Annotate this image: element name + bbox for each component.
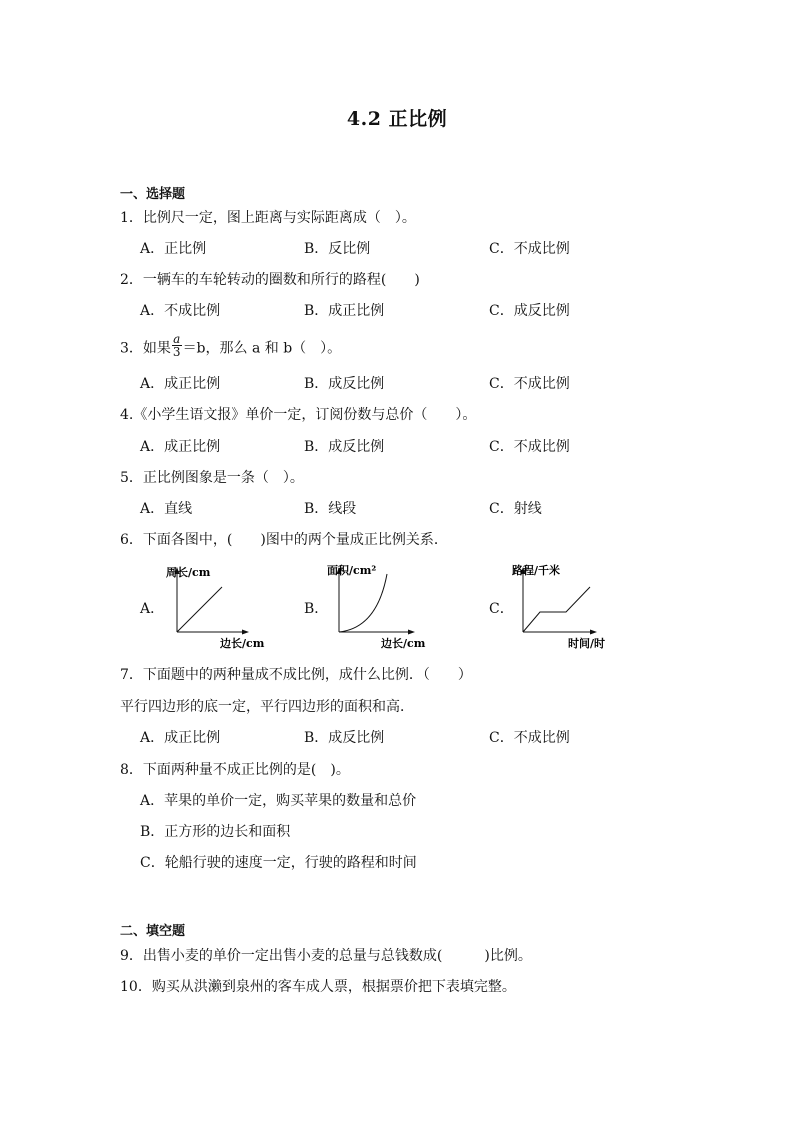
q3-fraction	[172, 333, 182, 358]
q3-option-b[interactable]: B．成反比例	[304, 376, 385, 392]
page-title: 4.2 正比例	[346, 108, 448, 130]
q6-graph-a	[162, 560, 274, 650]
q6-option-b[interactable]: B．	[304, 601, 329, 617]
graph-a-xlabel: 边长/cm	[220, 637, 265, 650]
graph-a-ylabel: 周长/cm	[166, 566, 211, 579]
q4-option-b[interactable]: B．成反比例	[304, 439, 385, 455]
q3-option-a[interactable]: A．成正比例	[140, 376, 221, 392]
q7-option-c[interactable]: C．不成比例	[489, 730, 570, 746]
graph-a-line	[177, 587, 222, 632]
q8-option-c[interactable]: C．轮船行驶的速度一定，行驶的路程和时间	[140, 855, 417, 871]
q8-option-a[interactable]: A．苹果的单价一定，购买苹果的数量和总价	[140, 793, 417, 809]
q2-option-a[interactable]: A．不成比例	[140, 303, 221, 319]
q1-option-c[interactable]: C．不成比例	[489, 241, 570, 257]
q6-option-c[interactable]: C．	[489, 601, 514, 617]
q1-option-b[interactable]: B．反比例	[304, 241, 371, 257]
question-5: 5．正比例图象是一条（ ）。	[120, 470, 304, 486]
q1-option-a[interactable]: A．正比例	[140, 241, 207, 257]
q7-option-b[interactable]: B．成反比例	[304, 730, 385, 746]
q6-graph-b	[325, 560, 437, 650]
q6-graph-c	[510, 560, 622, 650]
graph-c-xlabel: 时间/时	[568, 637, 606, 650]
q4-option-a[interactable]: A．成正比例	[140, 439, 221, 455]
q5-option-b[interactable]: B．线段	[304, 501, 357, 517]
section-heading-choice: 一、选择题	[120, 187, 186, 202]
q6-option-a[interactable]: A．	[140, 601, 165, 617]
question-1: 1．比例尺一定，图上距离与实际距离成（ ）。	[120, 210, 416, 226]
question-2: 2．一辆车的车轮转动的圈数和所行的路程( )	[120, 272, 420, 288]
question-4: 4.《小学生语文报》单价一定，订阅份数与总价（ ）。	[120, 407, 477, 423]
q3-fraction-numerator: a	[173, 332, 181, 346]
graph-b-curve	[339, 574, 387, 632]
q2-option-b[interactable]: B．成正比例	[304, 303, 385, 319]
graph-c-line	[523, 587, 590, 632]
q3-fraction-denominator: 3	[172, 345, 181, 359]
question-9: 9．出售小麦的单价一定出售小麦的总量与总钱数成( )比例。	[120, 948, 532, 964]
q4-option-c[interactable]: C．不成比例	[489, 439, 570, 455]
q3-prefix: 3．如果	[120, 340, 171, 357]
question-7: 7．下面题中的两种量成不成比例，成什么比例．（ ）	[120, 667, 472, 683]
q5-option-a[interactable]: A．直线	[140, 501, 193, 517]
q3-option-c[interactable]: C．不成比例	[489, 376, 570, 392]
q8-option-b[interactable]: B．正方形的边长和面积	[140, 824, 291, 840]
q2-option-c[interactable]: C．成反比例	[489, 303, 570, 319]
q7-option-a[interactable]: A．成正比例	[140, 730, 221, 746]
question-8: 8．下面两种量不成正比例的是( )。	[120, 762, 350, 778]
graph-b-xlabel: 边长/cm	[381, 637, 426, 650]
graph-b-ylabel: 面积/cm²	[327, 564, 377, 577]
question-3	[120, 332, 342, 361]
question-7-statement: 平行四边形的底一定，平行四边形的面积和高．	[120, 699, 414, 715]
graph-c-ylabel: 路程/千米	[512, 564, 561, 577]
q5-option-c[interactable]: C．射线	[489, 501, 542, 517]
question-6: 6．下面各图中，( )图中的两个量成正比例关系．	[120, 532, 448, 548]
question-10: 10．购买从洪濑到泉州的客车成人票，根据票价把下表填完整。	[120, 979, 516, 995]
section-heading-fill: 二、填空题	[120, 924, 186, 939]
q3-suffix: ＝b，那么 a 和 b（ ）。	[182, 340, 342, 357]
